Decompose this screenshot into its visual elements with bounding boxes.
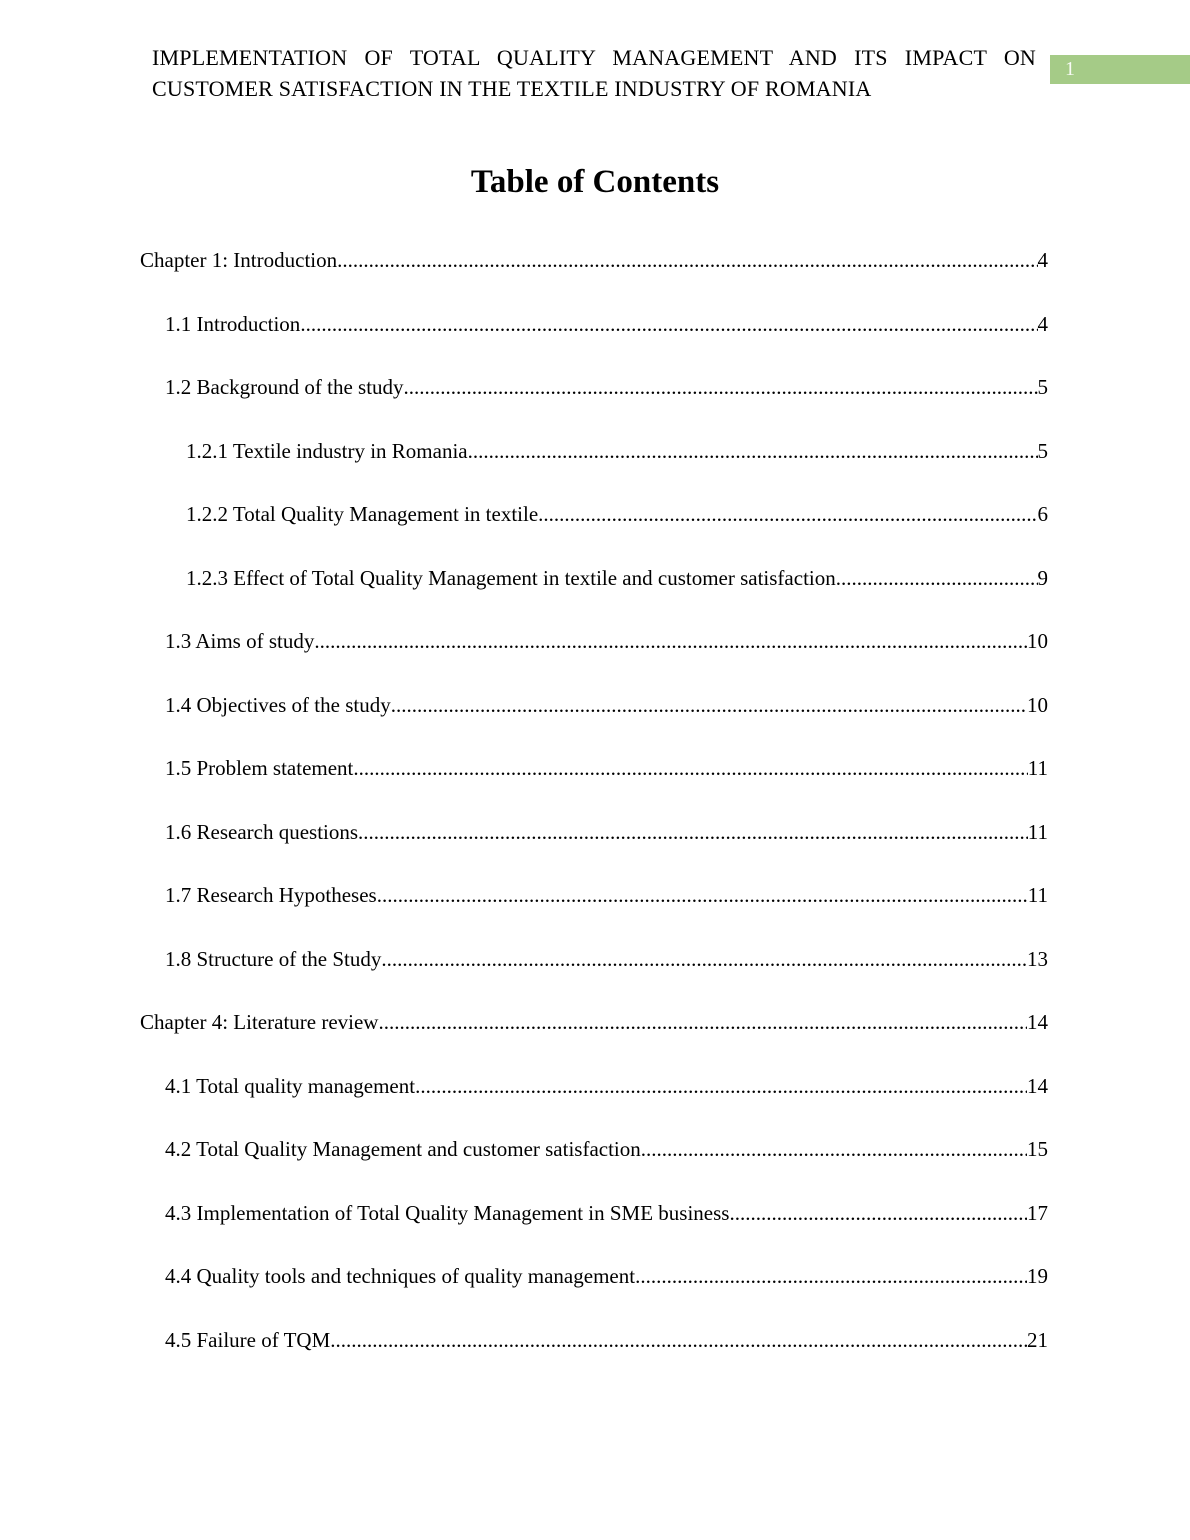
toc-dot-leader [330, 1327, 1027, 1354]
toc-entry [140, 565, 1048, 629]
toc-entry [140, 1263, 1048, 1327]
toc-entry [140, 628, 1048, 692]
toc-entry-page: 14 [1027, 1010, 1048, 1034]
toc-entry-page: 11 [1027, 756, 1048, 780]
running-header-line-2: CUSTOMER SATISFACTION IN THE TEXTILE INDUSTRY OF ROMANIA [152, 76, 872, 101]
toc-entry [140, 247, 1048, 311]
toc-dot-leader [337, 247, 1037, 274]
table-of-contents [140, 247, 1048, 1390]
toc-entry-label: 1.5 Problem statement [165, 756, 354, 780]
toc-entry [140, 1073, 1048, 1137]
toc-entry [140, 755, 1048, 819]
toc-entry-label: Chapter 4: Literature review [140, 1010, 379, 1034]
toc-entry-page: 13 [1027, 946, 1048, 971]
toc-entry-label: 1.4 Objectives of the study [165, 692, 391, 717]
toc-dot-leader [300, 311, 1037, 338]
toc-entry [140, 692, 1048, 756]
running-header-line-1: IMPLEMENTATION OF TOTAL QUALITY MANAGEMENT AND ITS IMPACT ON [152, 45, 1036, 70]
toc-entry-page: 9 [1037, 565, 1048, 590]
toc-entry-label: 1.7 Research Hypotheses [165, 883, 377, 907]
toc-dot-leader [729, 1200, 1027, 1227]
toc-entry-page: 15 [1027, 1137, 1048, 1161]
toc-entry-label: 1.6 Research questions [165, 819, 359, 844]
toc-dot-leader [836, 565, 1038, 592]
toc-dot-leader [635, 1263, 1027, 1290]
toc-dot-leader [358, 819, 1028, 846]
toc-entry [140, 819, 1048, 883]
toc-entry-page: 11 [1027, 883, 1048, 907]
toc-entry-page: 21 [1027, 1327, 1048, 1352]
toc-dot-leader [404, 374, 1038, 401]
toc-entry [140, 1009, 1048, 1073]
toc-dot-leader [381, 946, 1027, 973]
toc-entry-page: 11 [1027, 819, 1048, 844]
toc-entry-page: 10 [1027, 629, 1048, 653]
toc-entry-label: 1.2.3 Effect of Total Quality Management in textile and customer satisfaction [186, 565, 836, 590]
toc-dot-leader [641, 1136, 1027, 1163]
toc-entry [140, 882, 1048, 946]
toc-entry-page: 6 [1037, 502, 1048, 526]
toc-entry [140, 438, 1048, 502]
toc-entry-page: 4 [1037, 311, 1048, 336]
toc-entry-label: 1.2.1 Textile industry in Romania [186, 438, 468, 463]
toc-dot-leader [353, 755, 1027, 782]
toc-entry [140, 374, 1048, 438]
toc-dot-leader [538, 501, 1037, 528]
toc-dot-leader [377, 882, 1028, 909]
toc-dot-leader [468, 438, 1038, 465]
toc-entry-page: 17 [1027, 1200, 1048, 1225]
toc-entry-label: 1.1 Introduction [165, 311, 301, 336]
toc-entry-label: 1.3 Aims of study [165, 629, 315, 653]
toc-entry-label: 4.1 Total quality management [165, 1073, 416, 1098]
toc-entry [140, 1136, 1048, 1200]
toc-entry-label: Chapter 1: Introduction [140, 248, 338, 272]
toc-entry-page: 4 [1037, 248, 1048, 272]
page-number-badge: 1 [1050, 55, 1190, 84]
toc-entry-label: 1.8 Structure of the Study [165, 946, 382, 971]
toc-entry-page: 5 [1037, 375, 1048, 399]
page-title: Table of Contents [470, 164, 720, 200]
toc-entry-page: 14 [1027, 1073, 1048, 1098]
toc-entry [140, 1327, 1048, 1391]
toc-entry [140, 311, 1048, 375]
toc-dot-leader [391, 692, 1027, 719]
toc-entry-label: 4.4 Quality tools and techniques of quality management [165, 1264, 636, 1288]
running-header [152, 42, 1036, 104]
toc-entry-page: 10 [1027, 692, 1048, 717]
toc-entry-label: 4.2 Total Quality Management and customer satisfaction [165, 1137, 641, 1161]
toc-entry [140, 1200, 1048, 1264]
toc-entry-label: 4.5 Failure of TQM [165, 1327, 331, 1352]
toc-dot-leader [415, 1073, 1027, 1100]
toc-entry-label: 4.3 Implementation of Total Quality Management in SME business [165, 1200, 730, 1225]
toc-entry-label: 1.2.2 Total Quality Management in textile [186, 502, 539, 526]
toc-entry [140, 946, 1048, 1010]
toc-entry-page: 5 [1037, 438, 1048, 463]
toc-dot-leader [378, 1009, 1027, 1036]
toc-dot-leader [314, 628, 1027, 655]
toc-entry-label: 1.2 Background of the study [165, 375, 404, 399]
toc-entry-page: 19 [1027, 1264, 1048, 1288]
toc-entry [140, 501, 1048, 565]
